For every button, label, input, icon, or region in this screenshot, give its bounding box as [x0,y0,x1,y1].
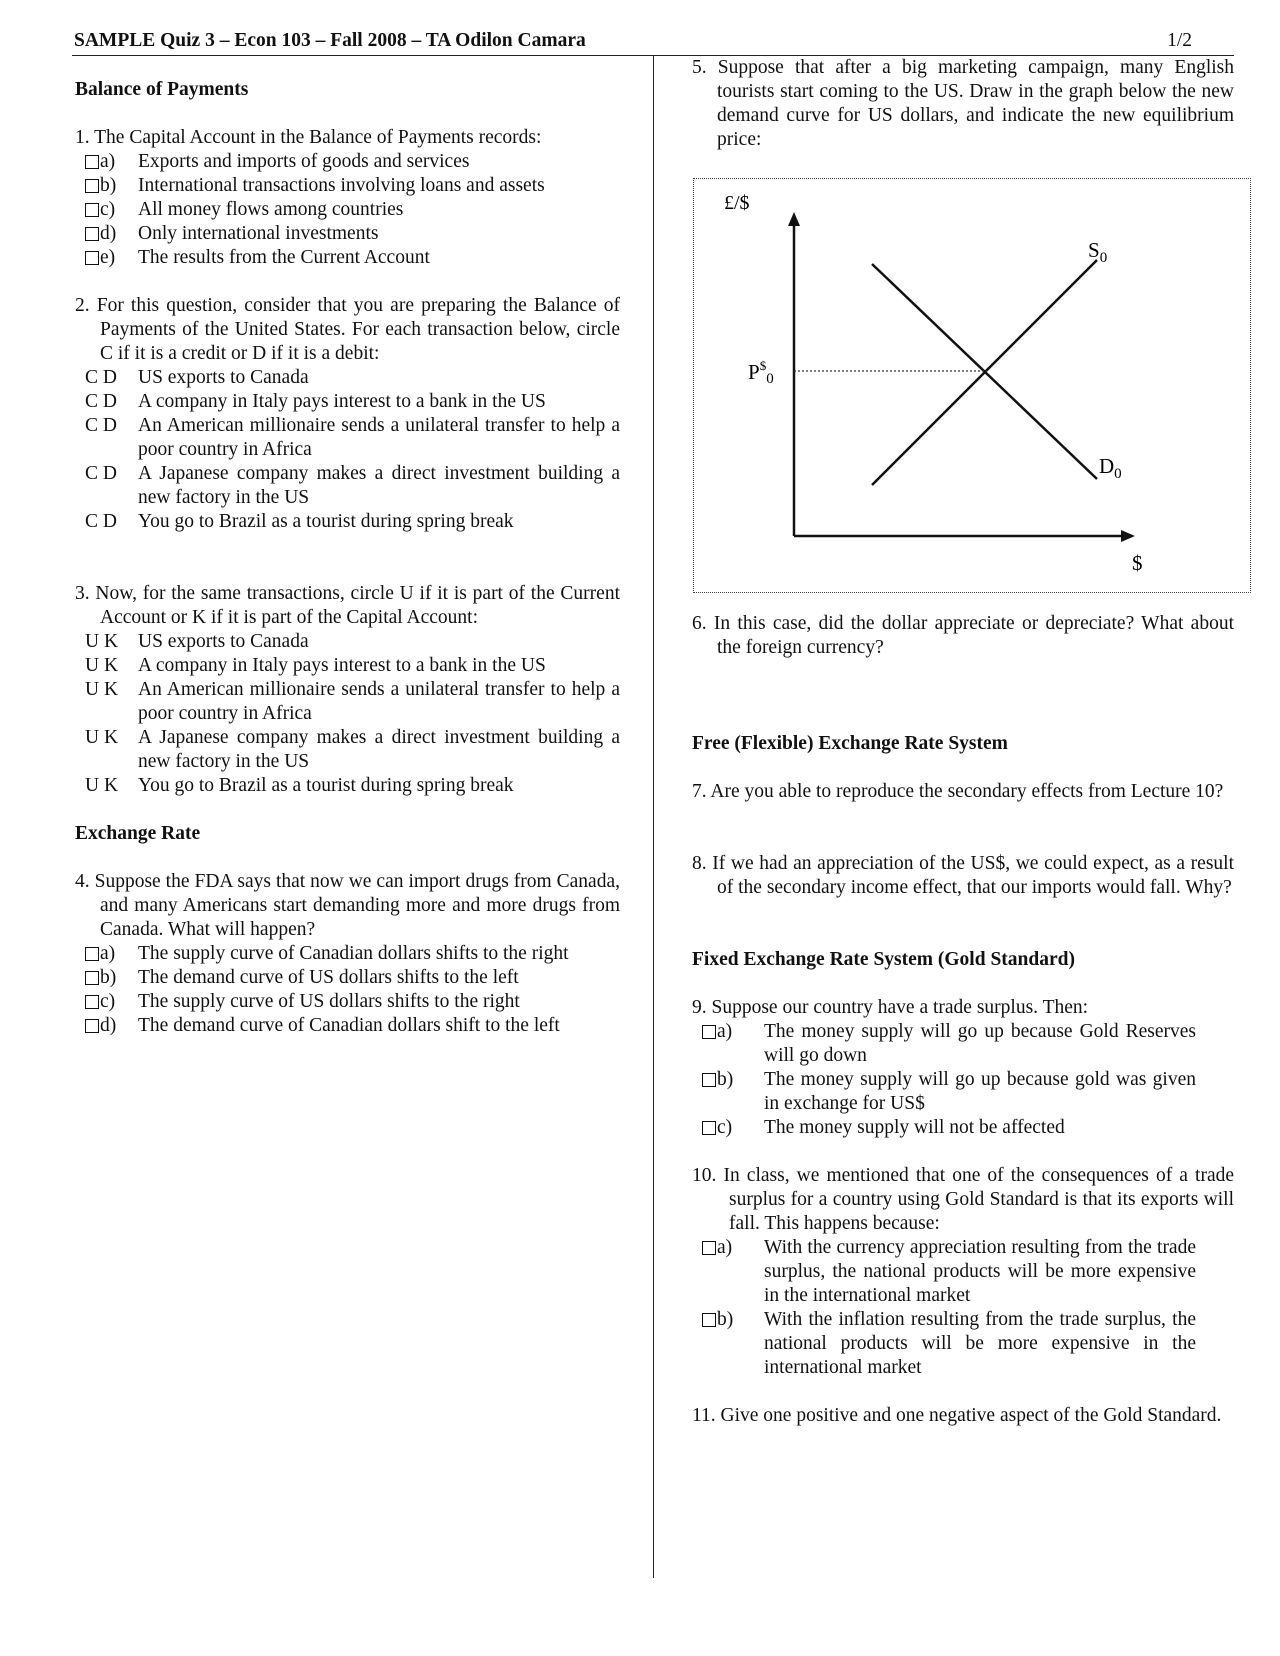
question-11: 11. Give one positive and one negative aspect of the Gold Standard. [692,1405,1222,1426]
uk-choice[interactable]: U K [85,727,119,748]
option-text: The demand curve of US dollars shifts to the left [138,967,519,988]
supply-demand-graph[interactable] [693,178,1251,593]
q2-rows [75,366,620,534]
option-label: a) [100,943,116,964]
option-text: Exports and imports of goods and services [138,151,470,172]
option-label: d) [100,223,117,244]
option-text: The results from the Current Account [138,247,430,268]
q1-option-e[interactable] [75,246,620,270]
q10-option-a[interactable] [692,1236,1234,1308]
option-label: a) [717,1237,733,1258]
supply-label-s0: $S_0$ [1088,238,1108,266]
y-axis-arrow-icon [788,212,800,226]
option-label: b) [717,1309,734,1330]
left-column [75,78,620,1038]
q9-option-c[interactable] [692,1116,1234,1140]
q9-options [692,1020,1234,1140]
option-text: The money supply will not be affected [764,1117,1065,1138]
question-4: 4. Suppose the FDA says that now we can import drugs from Canada, and many Americans start demanding more and more drugs from Canada. What will happen? [75,871,620,940]
transaction-text: You go to Brazil as a tourist during spring break [138,775,514,796]
option-label: c) [717,1117,733,1138]
x-axis-label: $ [1132,551,1143,575]
question-2: 2. For this question, consider that you are preparing the Balance of Payments of the United States. For each transaction below, circle C if it is a credit or D if it is a debit: [75,295,620,364]
x-axis-arrow-icon [1121,530,1135,542]
checkbox-icon[interactable] [702,1073,716,1087]
checkbox-icon[interactable] [702,1241,716,1255]
checkbox-icon[interactable] [85,179,99,193]
q1-options [75,150,620,270]
option-label: a) [100,151,116,172]
q3-row[interactable] [75,630,620,654]
q4-option-b[interactable] [75,966,620,990]
section-title-bop: Balance of Payments [75,79,249,100]
demand-label-d0: $D_0$ [1099,454,1122,482]
option-text: The money supply will go up because Gold Reserves will go down [764,1021,1196,1066]
q9-option-b[interactable] [692,1068,1234,1116]
option-text: With the inflation resulting from the trade surplus, the national products will be more expensive in the international market [764,1309,1196,1378]
option-label: b) [100,967,117,988]
checkbox-icon[interactable] [85,251,99,265]
q10-option-b[interactable] [692,1308,1234,1380]
q1-option-b[interactable] [75,174,620,198]
uk-choice[interactable]: U K [85,775,119,796]
question-6: 6. In this case, did the dollar appreciate or depreciate? What about the foreign currency? [692,613,1234,658]
quiz-title: SAMPLE Quiz 3 – Econ 103 – Fall 2008 – TA Odilon Camara [74,30,586,51]
question-5: 5. Suppose that after a big marketing campaign, many English tourists start coming to the US. Draw in the graph below the new demand curve for US dollars, and indicate the new equilibrium price: [692,57,1234,150]
uk-choice[interactable]: U K [85,655,119,676]
option-label: c) [100,991,116,1012]
transaction-text: A Japanese company makes a direct investment building a new factory in the US [138,727,620,772]
q1-option-d[interactable] [75,222,620,246]
transaction-text: A company in Italy pays interest to a bank in the US [138,391,546,412]
option-text: All money flows among countries [138,199,404,220]
checkbox-icon[interactable] [702,1121,716,1135]
q9-option-a[interactable] [692,1020,1234,1068]
q3-rows [75,630,620,798]
graph-svg [694,179,1250,592]
checkbox-icon[interactable] [85,155,99,169]
option-text: The supply curve of US dollars shifts to the right [138,991,520,1012]
y-axis-label: £/$ [724,192,750,214]
right-column [692,56,1234,152]
q3-row[interactable] [75,774,620,798]
checkbox-icon[interactable] [702,1313,716,1327]
cd-choice[interactable]: C D [85,367,117,388]
transaction-text: An American millionaire sends a unilateral transfer to help a poor country in Africa [138,415,620,460]
question-7: 7. Are you able to reproduce the secondary effects from Lecture 10? [692,781,1224,802]
column-divider [653,56,654,1578]
transaction-text: An American millionaire sends a unilateral transfer to help a poor country in Africa [138,679,620,724]
q1-option-c[interactable] [75,198,620,222]
checkbox-icon[interactable] [85,971,99,985]
checkbox-icon[interactable] [702,1025,716,1039]
cd-choice[interactable]: C D [85,463,117,484]
option-label: c) [100,199,116,220]
checkbox-icon[interactable] [85,203,99,217]
question-10: 10. In class, we mentioned that one of the consequences of a trade surplus for a country using Gold Standard is that its exports will fall. This happens because: [692,1165,1234,1234]
q2-row[interactable] [75,510,620,534]
option-label: b) [717,1069,734,1090]
q3-row[interactable] [75,726,620,774]
checkbox-icon[interactable] [85,947,99,961]
option-text: International transactions involving loans and assets [138,175,545,196]
page-header [74,30,1232,52]
checkbox-icon[interactable] [85,227,99,241]
transaction-text: You go to Brazil as a tourist during spring break [138,511,514,532]
transaction-text: US exports to Canada [138,367,309,388]
option-label: b) [100,175,117,196]
transaction-text: A company in Italy pays interest to a bank in the US [138,655,546,676]
question-3: 3. Now, for the same transactions, circle U if it is part of the Current Account or K if it is part of the Capital Account: [75,583,620,628]
option-label: e) [100,247,116,268]
question-8: 8. If we had an appreciation of the US$, we could expect, as a result of the secondary income effect, that our imports would fall. Why? [692,853,1234,898]
q2-row[interactable] [75,390,620,414]
cd-choice[interactable]: C D [85,415,117,436]
q4-option-d[interactable] [75,1014,620,1038]
q3-row[interactable] [75,678,620,726]
section-title-exchange-rate: Exchange Rate [75,823,201,844]
q4-options [75,942,620,1038]
cd-choice[interactable]: C D [85,391,117,412]
cd-choice[interactable]: C D [85,511,117,532]
q10-options [692,1236,1234,1380]
right-column-lower [692,612,1234,1428]
option-text: With the currency appreciation resulting from the trade surplus, the national products will be more expensive in the international market [764,1237,1196,1306]
checkbox-icon[interactable] [85,995,99,1009]
question-9: 9. Suppose our country have a trade surplus. Then: [692,997,1089,1018]
q2-row[interactable] [75,414,620,462]
option-text: The money supply will go up because gold was given in exchange for US$ [764,1069,1196,1114]
option-label: a) [717,1021,733,1042]
q1-option-a[interactable] [75,150,620,174]
transaction-text: A Japanese company makes a direct investment building a new factory in the US [138,463,620,508]
option-label: d) [100,1015,117,1036]
price-label-p0: $P^{\$}_0$ [748,358,774,387]
section-title-free-exchange: Free (Flexible) Exchange Rate System [692,733,1008,754]
page-number: 1/2 [1167,30,1192,51]
q2-row[interactable] [75,366,620,390]
uk-choice[interactable]: U K [85,679,119,700]
section-title-gold-standard: Fixed Exchange Rate System (Gold Standard) [692,949,1075,970]
checkbox-icon[interactable] [85,1019,99,1033]
option-text: The supply curve of Canadian dollars shifts to the right [138,943,569,964]
q4-option-a[interactable] [75,942,620,966]
demand-curve-d0 [872,264,1097,479]
q4-option-c[interactable] [75,990,620,1014]
option-text: The demand curve of Canadian dollars shift to the left [138,1015,560,1036]
q2-row[interactable] [75,462,620,510]
q3-row[interactable] [75,654,620,678]
uk-choice[interactable]: U K [85,631,119,652]
option-text: Only international investments [138,223,379,244]
transaction-text: US exports to Canada [138,631,309,652]
question-1: 1. The Capital Account in the Balance of Payments records: [75,127,542,148]
